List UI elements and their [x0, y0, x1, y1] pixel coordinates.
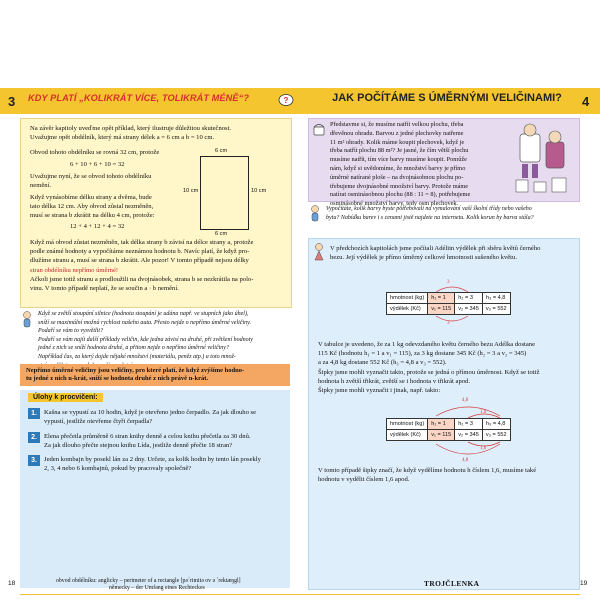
table-cell: v₃ = 552 [482, 430, 510, 441]
left-thinking-note: Když se zvětší stoupání silnice (hodnota stoupání je udána např. ve stupních jako úhel), sníží se maximální možná rychlost našeho auta. Přesto nejde o nepřímo úměrné veličiny. Podaří se vám to vysvětlit? Podaří se vám najít další příklady veličin, kde jedna závisí na druhé, při zvětšení hodnoty jedné z nich se sníží hodnota druhé, a přitom nejde o nepřímo úměrné veličiny? Například čas, za který dojde nějaké množství (materiálu, peněz atp.) a toto množ- [38, 311, 253, 360]
arrow-label: 1,6 [480, 410, 487, 415]
table-cell: výdělek (Kč) [387, 430, 428, 441]
perimeter-text: Obvod tohoto obdélníku se rovná 32 cm, protože [30, 149, 160, 156]
table-cell: h₂ = 3 [455, 419, 483, 430]
rect-label-left: 10 cm [183, 188, 199, 194]
left-page-number: 18 [8, 580, 16, 587]
arrow-label: 1,6 [480, 446, 487, 451]
table-cell: výdělek (Kč) [387, 304, 428, 315]
task-item: Kašna se vypustí za 10 hodin, když je otevřeno jedno čerpadlo. Za jak dlouho se vypustí, jestliže otevřeme čtyři čerpadla? [44, 409, 257, 426]
proportion-explanation: V tabulce je uvedeno, že za 1 kg odevzdaného květu černého bezu Adélka dostane 115 Kč (hodnotu h₁ = 1 a v₁ = 115), za 3 kg dostane 345 Kč (h₂ = 3 a v₂ = 345) a za 4,8 kg dostane 552 Kč (h₃ = 4,8 a v₃ = 552). Šipky jsme mohli vyznačit takto, protože se jedná o přímou úměrnost. Když se totiž hodnota h zvětší třikrát, zvětší se i hodnota v třikrát apod. Šipky jsme mohli vyznačit i jinak, např. takto: [318, 341, 540, 395]
thinking-character-icon [308, 204, 322, 224]
proportion-intro: V předchozích kapitolách jsme počítali Adéliin výdělek při sběru květů černého bezu. Její výdělek je přímo úměrný celkové hmotnosti sušeného květu. [330, 245, 541, 262]
paragraph-doubling: Když vynásobíme délku strany a dvěma, bude tato délka 12 cm. Aby obvod zůstal nezměněn, musí se strana b zkrátit na délku 4 cm, protože: [30, 194, 155, 220]
table-cell: h₃ = 4,8 [482, 419, 510, 430]
table-cell: h₂ = 3 [455, 293, 483, 304]
rule-text: Nepřímo úměrné veličiny jsou veličiny, pro které platí, že když zvýšíme hodno- tu jedné z nich n-krát, sníží se hodnota druhé z nich právě n-krát. [26, 367, 245, 383]
table-cell: h₃ = 4,8 [482, 293, 510, 304]
table-cell: h₁ = 1 [428, 419, 455, 430]
paragraph-conclusion: Když má obvod zůstat nezměněn, tak délka strany b závisí na délce strany a, protože podle známé hodnoty a vypočítáme neznámou hodnotu b. Navíc platí, že když pro- dlužíme stranu a, musí se strana b zkrátit. Ale pozor! V tomto případě nejsou délky stran obdélníku nepřímo úměrné! Ačkoli jsme totiž stranu a prodloužili na dvojnásobek, strana b se nezkrátila na polo- vinu. V tomto případě neplatí, že se součin a · b nemění. [30, 239, 254, 293]
arrow-diagram-2 [430, 396, 520, 466]
task-number-badge: 1. [28, 408, 40, 419]
table-cell: h₁ = 1 [428, 293, 455, 304]
arrow-label: 3 [447, 280, 450, 285]
task-number-badge: 2. [28, 432, 40, 443]
table-cell: v₂ = 345 [455, 304, 483, 315]
left-chapter-number: 3 [8, 94, 16, 109]
table-cell: v₃ = 552 [482, 304, 510, 315]
task-number-badge: 3. [28, 455, 40, 466]
arrow-diagram-1 [430, 280, 500, 328]
left-chapter-title: KDY PLATÍ „KOLIKRÁT VÍCE, TOLIKRÁT MÉNĚ“? [28, 93, 250, 103]
svg-text:?: ? [283, 96, 289, 105]
rect-label-bottom: 6 cm [215, 231, 228, 237]
table-cell: v₂ = 345 [455, 430, 483, 441]
table-cell: v₁ = 115 [428, 304, 455, 315]
rectangle-figure [200, 156, 249, 230]
rect-label-top: 6 cm [215, 148, 228, 154]
right-chapter-title: JAK POČÍTÁME S ÚMĚRNÝMI VELIČINAMI? [332, 92, 562, 104]
right-page-number: 19 [580, 580, 588, 587]
table-cell: v₁ = 115 [428, 430, 455, 441]
girl-character-icon [312, 242, 326, 262]
table-cell: hmotnost (kg) [387, 419, 428, 430]
proportion-conclusion: V tomto případě šipky značí, že když vydělíme hodnotu h číslem 1,6, musíme také hodnotu v vydělit číslem 1,6 apod. [318, 467, 537, 484]
arrow-label: 4,8 [462, 458, 469, 463]
footer-section-title: TROJČLENKA [424, 579, 480, 588]
paint-bucket-icon [312, 122, 326, 136]
footer-rule [20, 594, 580, 595]
painters-illustration [512, 122, 574, 196]
task-item: Jeden kombajn by posekl lán za 2 dny. Určete, za kolik hodin by tento lán posekly 2, 3, 4 nebo 6 kombajnů, pokud by pracovaly společně? [44, 456, 261, 473]
arrow-label: 4,8 [462, 398, 469, 403]
right-thinking-note: Vypočítáte, kolik barvy byste potřebovali na vymalování vaší školní třídy nebo vašeho bytu? Nabídku barev i s cenami jistě najdete na internetu. Kolik korun by barva stála? [326, 206, 534, 221]
rect-label-right: 10 cm [251, 188, 267, 194]
right-chapter-number: 4 [582, 94, 590, 109]
task-item: Elena přečetla průměrně 6 stran knihy denně a celou knihu přečetla za 30 dnů. Za jak dlouho přečte stejnou knihu Lída, jestliže denně přečte 18 stran? [44, 433, 251, 450]
table-cell: hmotnost (kg) [387, 293, 428, 304]
equation-1: 6 + 10 + 6 + 10 = 32 [70, 161, 125, 168]
paint-example-text: Představme si, že musíme natřít velkou plochu, třeba dřevěnou ohradu. Barvou z jedné plechovky natřeme 11 m² ohrady. Kolik máme koupit plechovek, když je třeba natřít plochu 88 m²? Je jasné, že čím větší plochu musíme natřít, tím více barvy musíme koupit. Pomůže nám, když si uvědomíme, že množství barvy je přímo úměrné natírané ploše – na dvojnásobnou plochu po- třebujeme dvojnásobné množství barvy. Protože máme natírat osminásobnou plochu (88 : 11 = 8), potřebujeme osminásobné množství barvy, tedy osm plechovek. [330, 121, 471, 208]
example-intro: Na závěr kapitoly uveďme opět příklad, který ilustruje důležitou skutečnost. Uvažujme opět obdélník, který má strany délek a = 6 cm a b = 10 cm. [30, 125, 232, 142]
footer-vocabulary: obvod obdélníku: anglicky – perimeter of a rectangle [pə´rimitə ov ə ´rektæŋgl] německy – der Umfang eines Rechteckes [56, 578, 241, 591]
paragraph-unchanged: Uvažujme nyní, že se obvod tohoto obdélníku nemění. [30, 173, 152, 190]
tasks-title: Úlohy k procvičení: [28, 393, 103, 402]
equation-2: 12 + 4 + 12 + 4 = 32 [70, 223, 125, 230]
question-bubble-icon [278, 94, 294, 108]
thinking-character-icon [20, 310, 34, 330]
arrow-label: 3 [447, 321, 450, 326]
